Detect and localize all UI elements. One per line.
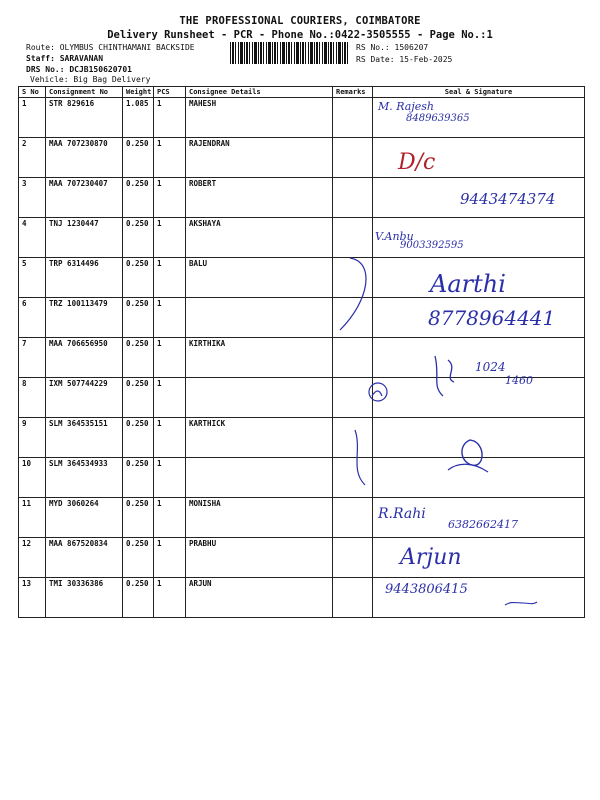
cell-remarks <box>333 578 373 618</box>
cell-weight: 0.250 <box>123 298 154 338</box>
cell-consignee: RAJENDRAN <box>186 138 333 178</box>
handwritten-signature: M. Rajesh <box>378 100 434 113</box>
cell-sno: 3 <box>19 178 46 218</box>
handwritten-signature: Aarthi <box>430 270 506 298</box>
cell-consignee: AKSHAYA <box>186 218 333 258</box>
col-header-sno: S No <box>19 87 46 98</box>
cell-sno: 10 <box>19 458 46 498</box>
cell-pcs: 1 <box>154 578 186 618</box>
runsheet-table <box>18 86 585 618</box>
staff-label: Staff: SARAVANAN <box>26 54 104 63</box>
col-header-pcs: PCS <box>154 87 186 98</box>
cell-sno: 11 <box>19 498 46 538</box>
cell-weight: 0.250 <box>123 378 154 418</box>
cell-consignment-no: IXM 507744229 <box>46 378 123 418</box>
table-row <box>19 538 585 578</box>
table-row <box>19 138 585 178</box>
col-header-consignment: Consignment No <box>46 87 123 98</box>
col-header-remarks: Remarks <box>333 87 373 98</box>
cell-signature <box>373 498 585 538</box>
cell-pcs: 1 <box>154 218 186 258</box>
handwritten-note: 1024 <box>475 360 506 374</box>
cell-sno: 5 <box>19 258 46 298</box>
runsheet-subtitle: Delivery Runsheet - PCR - Phone No.:0422-3505555 - Page No.:1 <box>107 29 493 41</box>
table-row <box>19 298 585 338</box>
cell-signature <box>373 418 585 458</box>
cell-consignment-no: TRZ 100113479 <box>46 298 123 338</box>
cell-weight: 0.250 <box>123 578 154 618</box>
handwritten-remark: D/c <box>398 150 436 175</box>
cell-weight: 0.250 <box>123 258 154 298</box>
cell-sno: 9 <box>19 418 46 458</box>
cell-signature <box>373 578 585 618</box>
cell-consignee: MAHESH <box>186 98 333 138</box>
cell-signature <box>373 258 585 298</box>
cell-sno: 6 <box>19 298 46 338</box>
table-row <box>19 178 585 218</box>
cell-consignment-no: MYD 3060264 <box>46 498 123 538</box>
cell-weight: 0.250 <box>123 338 154 378</box>
cell-remarks <box>333 138 373 178</box>
cell-remarks <box>333 218 373 258</box>
table-row <box>19 378 585 418</box>
cell-remarks <box>333 418 373 458</box>
cell-pcs: 1 <box>154 298 186 338</box>
cell-remarks <box>333 298 373 338</box>
table-row <box>19 578 585 618</box>
cell-consignee: ARJUN <box>186 578 333 618</box>
rs-date: RS Date: 15-Feb-2025 <box>356 55 453 64</box>
cell-consignment-no: TNJ 1230447 <box>46 218 123 258</box>
cell-consignee: KARTHICK <box>186 418 333 458</box>
cell-consignment-no: SLM 364534933 <box>46 458 123 498</box>
cell-consignee <box>186 458 333 498</box>
route-label: Route: OLYMBUS CHINTHAMANI BACKSIDE <box>26 43 195 52</box>
cell-consignee: MONISHA <box>186 498 333 538</box>
cell-consignment-no: SLM 364535151 <box>46 418 123 458</box>
barcode <box>230 42 348 64</box>
cell-weight: 0.250 <box>123 458 154 498</box>
cell-pcs: 1 <box>154 338 186 378</box>
cell-sno: 8 <box>19 378 46 418</box>
cell-consignee <box>186 378 333 418</box>
cell-signature <box>373 298 585 338</box>
handwritten-signature: R.Rahi <box>378 506 426 522</box>
cell-signature <box>373 378 585 418</box>
cell-sno: 1 <box>19 98 46 138</box>
col-header-signature: Seal & Signature <box>373 87 585 98</box>
handwritten-signature: V.Anbu <box>375 230 414 243</box>
cell-signature <box>373 218 585 258</box>
cell-consignee: PRABHU <box>186 538 333 578</box>
handwritten-phone: 9443474374 <box>460 190 556 208</box>
table-row <box>19 98 585 138</box>
cell-remarks <box>333 98 373 138</box>
cell-consignee: ROBERT <box>186 178 333 218</box>
handwritten-phone: 6382662417 <box>448 518 518 531</box>
col-header-consignee: Consignee Details <box>186 87 333 98</box>
handwritten-phone: 8489639365 <box>406 113 470 124</box>
handwritten-phone: 9003392595 <box>400 240 464 251</box>
cell-weight: 0.250 <box>123 218 154 258</box>
drs-number: DRS No.: DCJB150620701 <box>26 65 132 74</box>
cell-pcs: 1 <box>154 258 186 298</box>
table-row <box>19 498 585 538</box>
cell-weight: 0.250 <box>123 138 154 178</box>
vehicle-label: Vehicle: Big Bag Delivery <box>30 75 151 84</box>
cell-signature <box>373 458 585 498</box>
handwritten-phone: 8778964441 <box>428 306 556 330</box>
cell-remarks <box>333 258 373 298</box>
cell-sno: 13 <box>19 578 46 618</box>
handwritten-note: 1460 <box>505 374 533 387</box>
cell-signature <box>373 178 585 218</box>
cell-signature <box>373 138 585 178</box>
cell-pcs: 1 <box>154 378 186 418</box>
cell-remarks <box>333 338 373 378</box>
cell-consignment-no: TRP 6314496 <box>46 258 123 298</box>
handwritten-phone: 9443806415 <box>385 582 468 597</box>
cell-consignee: KIRTHIKA <box>186 338 333 378</box>
cell-signature <box>373 98 585 138</box>
cell-weight: 1.085 <box>123 98 154 138</box>
table-row <box>19 338 585 378</box>
cell-pcs: 1 <box>154 538 186 578</box>
cell-consignee <box>186 298 333 338</box>
cell-pcs: 1 <box>154 98 186 138</box>
cell-consignment-no: MAA 867520834 <box>46 538 123 578</box>
cell-consignment-no: MAA 707230870 <box>46 138 123 178</box>
table-row <box>19 458 585 498</box>
cell-pcs: 1 <box>154 458 186 498</box>
cell-consignment-no: MAA 706656950 <box>46 338 123 378</box>
cell-sno: 7 <box>19 338 46 378</box>
company-title: THE PROFESSIONAL COURIERS, COIMBATORE <box>179 15 421 27</box>
cell-signature <box>373 538 585 578</box>
handwritten-signature: Arjun <box>400 545 462 570</box>
cell-sno: 12 <box>19 538 46 578</box>
cell-remarks <box>333 378 373 418</box>
table-row <box>19 218 585 258</box>
cell-pcs: 1 <box>154 498 186 538</box>
table-header-row <box>19 87 585 98</box>
cell-pcs: 1 <box>154 138 186 178</box>
cell-consignment-no: STR 829616 <box>46 98 123 138</box>
cell-sno: 2 <box>19 138 46 178</box>
cell-weight: 0.250 <box>123 498 154 538</box>
cell-weight: 0.250 <box>123 418 154 458</box>
table-row <box>19 258 585 298</box>
cell-weight: 0.250 <box>123 178 154 218</box>
cell-remarks <box>333 178 373 218</box>
cell-consignment-no: MAA 707230407 <box>46 178 123 218</box>
cell-pcs: 1 <box>154 178 186 218</box>
cell-remarks <box>333 498 373 538</box>
rs-number: RS No.: 1506207 <box>356 43 429 52</box>
cell-consignment-no: TMI 30336386 <box>46 578 123 618</box>
cell-sno: 4 <box>19 218 46 258</box>
cell-weight: 0.250 <box>123 538 154 578</box>
cell-remarks <box>333 458 373 498</box>
cell-consignee: BALU <box>186 258 333 298</box>
cell-remarks <box>333 538 373 578</box>
col-header-weight: Weight <box>123 87 154 98</box>
cell-signature <box>373 338 585 378</box>
table-row <box>19 418 585 458</box>
cell-pcs: 1 <box>154 418 186 458</box>
